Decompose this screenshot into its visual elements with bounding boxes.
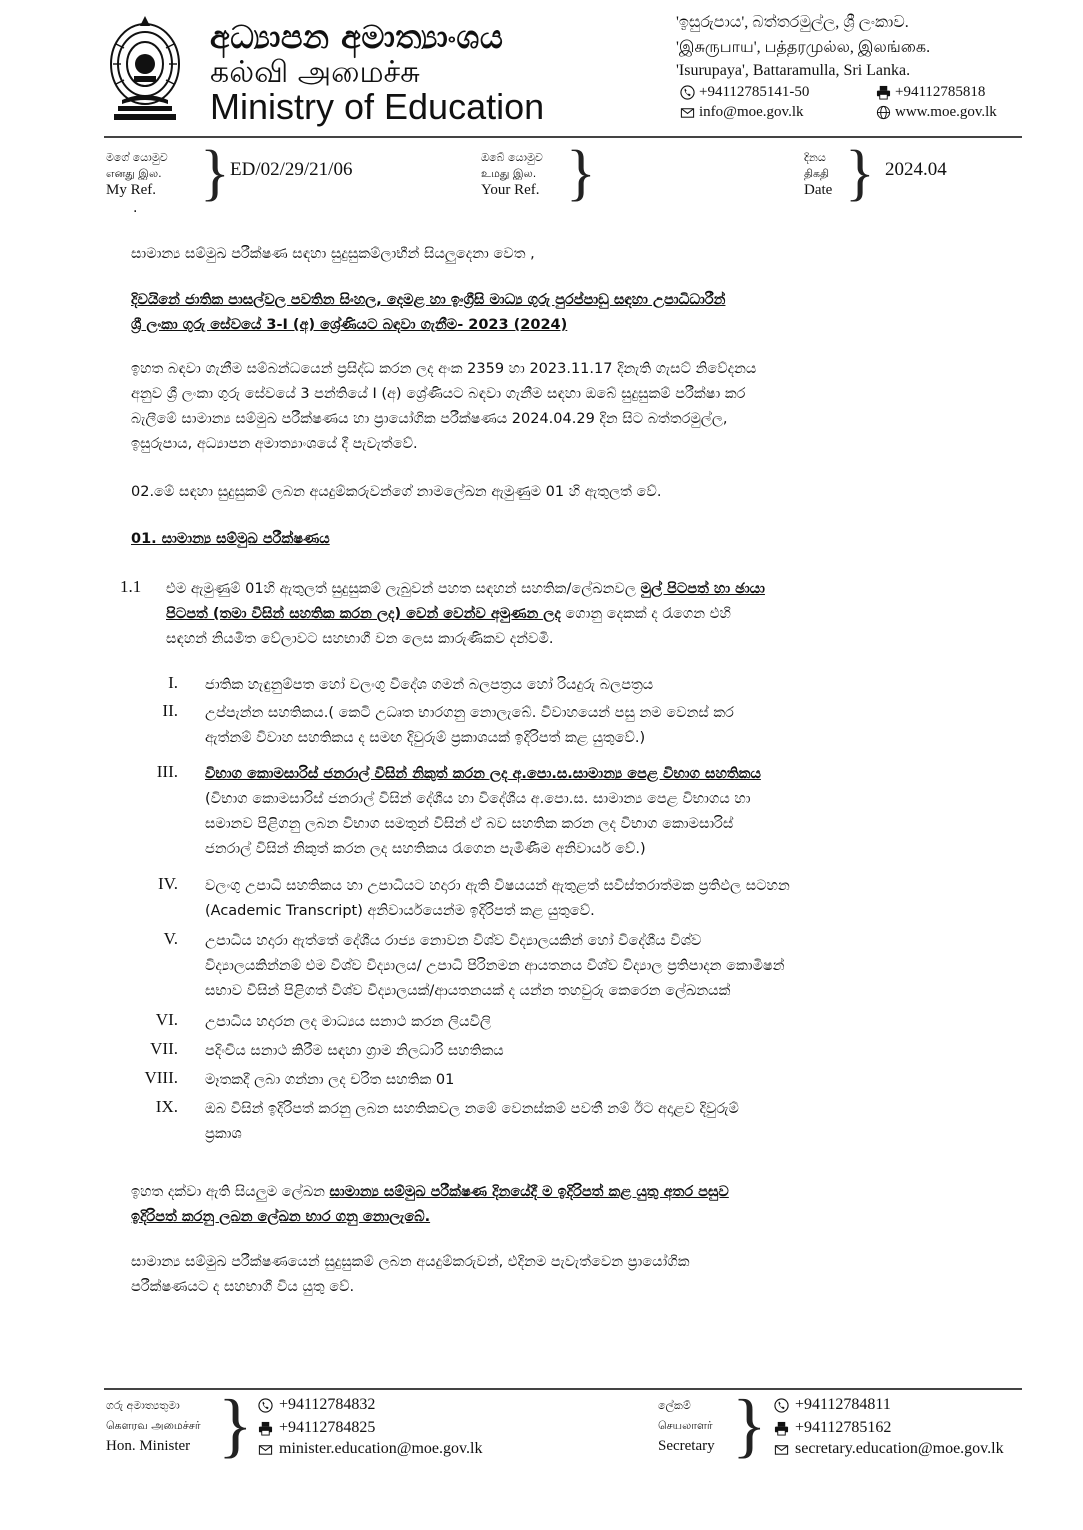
- header-web: [876, 104, 997, 121]
- item-1-1-text: [166, 577, 996, 652]
- secretary-phone-number: +94112784811: [795, 1396, 891, 1413]
- fax-icon: [774, 1421, 789, 1436]
- sri-lanka-emblem-icon: [104, 14, 186, 126]
- ministry-name-sinhala: අධ්‍යාපන අමාත්‍යාංශය: [210, 18, 504, 56]
- paragraph-3: [131, 1180, 995, 1230]
- header-phone: [680, 84, 809, 101]
- secretary-email-address[interactable]: secretary.education@moe.gov.lk: [795, 1440, 1004, 1457]
- list-item-number: III.: [156, 762, 178, 781]
- list-item-number: VI.: [155, 1010, 178, 1029]
- minister-phone-number: +94112784832: [279, 1396, 376, 1413]
- list-item-number: IX.: [155, 1097, 178, 1116]
- letter-title-line-2: ශ්‍රී ලංකා ගුරු සේවයේ 3-I (අ) ශ්‍රේණියට බඳවා ගැනීම- 2023 (2024): [131, 317, 568, 333]
- item-1-1-text-c: පිටපත් (තමා විසින් සහතික කරන ලද) වෙන් වෙන්ව අමුණන ලද: [166, 606, 561, 622]
- header-email-address[interactable]: info@moe.gov.lk: [699, 104, 804, 120]
- ministry-name-tamil: கல்வி அமைச்சு: [210, 55, 420, 90]
- list-item: උප්පැන්න සහතිකය.( කෙටි උධෘත භාරගනු නොලැබේ. විවාහයෙන් පසු නම වෙනස් කර ඇත්නම් විවාහ සහතිකය ද සමඟ දිවුරුම් ප්‍රකාශයක් ඉදිරිපත් කළ යුතුවේ.): [205, 705, 734, 746]
- fax-icon: [876, 85, 891, 100]
- your-ref-brace: }: [566, 139, 596, 207]
- secretary-phone: [774, 1396, 891, 1414]
- email-icon: [258, 1442, 273, 1457]
- paragraph-2: 02.මේ සඳහා සුදුසුකම් ලබන අයදුම්කරුවන්ගේ නාමලේඛන ඇමුණුම 01 හි ඇතුලත් වේ.: [131, 484, 662, 500]
- secretary-fax-number: +94112785162: [795, 1419, 892, 1436]
- list-item-number: II.: [162, 701, 178, 720]
- salutation: සාමාන්‍ය සම්මුඛ පරීක්ෂණ සඳහා සුදුසුකම්ලාභීන් සියලුදෙනා වෙත ,: [131, 246, 535, 262]
- secretary-brace: }: [732, 1385, 767, 1465]
- list-item-number: VIII.: [144, 1068, 178, 1087]
- paragraph-1-line: ඉහත බඳවා ගැනීම සම්බන්ධයෙන් ප්‍රසිද්ධ කරන ලද අංක 2359 හා 2023.11.17 දිනැති ගැසට් නිවේදනය: [131, 361, 757, 377]
- address-sinhala: 'ඉසුරුපාය', බත්තරමුල්ල, ශ්‍රී ලංකාව.: [676, 14, 909, 31]
- list-item: පදිංචිය සනාථ කිරීම සඳහා ග්‍රාම නිලධාරි සහතිකය: [205, 1043, 504, 1059]
- list-item-number: V.: [163, 929, 178, 948]
- paragraph-1: [131, 357, 995, 457]
- your-ref-label: ඔබේ යොමුව உமது இல. Your Ref.: [481, 151, 543, 198]
- minister-label: ගරු අමාත්‍යතුමා கௌரவ அமைச்சர் Hon. Minister: [106, 1399, 201, 1454]
- header-phone-number: +94112785141-50: [699, 84, 810, 100]
- secretary-fax: [774, 1419, 891, 1437]
- email-icon: [774, 1442, 789, 1457]
- list-item: විභාග කොමසාරිස් ජනරාල් විසින් නිකුත් කරන ලද අ.පො.ස.සාමාන්‍ය පෙළ විභාග සහතිකය (විභාග කොමසාරිස් ජනරාල් විසින් දේශීය හා විදේශීය අ.පො.ස. සාමාන්‍ය පෙළ විභාගය හා සමානව පිළිගනු ලබන විභාග සමතුන් විසින් ඒ බව සහතික කරන ලද විභාග කොමසාරිස් ජනරාල් විසින් නිකුත් කරන ලද සහතිකය රැගෙන පැමිණීම අනිවාර්ය වේ.): [205, 766, 761, 857]
- list-item: උපාධිය හදාරා ඇත්තේ දේශීය රාජ්‍ය නොවන විශ්ව විද්‍යාලයකින් හෝ විදේශීය විශ්ව විද්‍යාලයකින්නම් එම විශ්ව විද්‍යාලය/ උපාධි පිරිනමන ආයතනය විශ්ව විද්‍යාල ප්‍රතිපාදන කොමිෂන් සභාව විසින් පිළිගත් විශ්ව විද්‍යාලයක්/ආයතනයක් ද යන්න තහවුරු කෙරෙන ලේඛනයක්: [205, 933, 785, 999]
- item-1-1-text-d: ගොනු දෙකක් ද රැගෙන එහි: [565, 606, 731, 622]
- minister-fax-number: +94112784825: [279, 1419, 376, 1436]
- list-item: මෑතකදී ලබා ගන්නා ලද චරිත සහතික 01: [205, 1072, 455, 1088]
- header-email: [680, 104, 804, 121]
- secretary-label: ලේකම් செயலாளர் Secretary: [658, 1399, 715, 1454]
- item-1-1-text-e: සඳහන් නියමිත වේලාවට සහභාගී වන ලෙස කාරුණිකව දන්වමි.: [166, 631, 554, 647]
- list-item: උපාධිය හදාරන ලද මාධ්‍යය සනාථ කරන ලියවිලි: [205, 1014, 491, 1030]
- phone-icon: [258, 1398, 273, 1413]
- date-brace: }: [845, 139, 875, 207]
- section-heading-01: 01. සාමාන්‍ය සම්මුඛ පරීක්ෂණය: [131, 531, 330, 547]
- my-ref-label: මගේ යොමුව எனது இல. My Ref.: [106, 151, 168, 198]
- paragraph-1-line: බැලීමේ සාමාන්‍ය සම්මුඛ පරීක්ෂණය හා ප්‍රායෝගික පරීක්ෂණය 2024.04.29 දින සිට බත්තරමුල්ල,: [131, 411, 728, 427]
- list-item: ඔබ විසින් ඉදිරිපත් කරනු ලබන සහතිකවල නමේ වෙනස්කම් පවතී නම් ඊට අදාළව දිවුරුම් ප්‍රකාශ: [205, 1101, 739, 1142]
- list-item-number: VII.: [150, 1039, 178, 1058]
- letter-title-line-1: දිවයිනේ ජාතික පාසල්වල පවතින සිංහල, දෙමළ හා ඉංග්‍රීසි මාධ්‍ය ගුරු පුරප්පාඩු සඳහා උපාධිධාරීන්: [131, 292, 726, 308]
- fax-icon: [258, 1421, 273, 1436]
- globe-icon: [876, 105, 891, 120]
- date-value: 2024.04: [885, 159, 947, 180]
- list-item-number: I.: [168, 673, 178, 692]
- date-label: දිනය திகதி Date: [804, 151, 833, 198]
- stray-dot: .: [133, 200, 138, 216]
- paragraph-3-c: ඉදිරිපත් කරනු ලබන ලේඛන භාර ගනු නොලැබේ.: [131, 1209, 431, 1225]
- item-1-1-text-a: එම ඇමුණුම් 01හි ඇතුලත් සුදුසුකම් ලැබුවන් පහත සඳහන් සහතික/ලේඛනවල: [166, 581, 636, 597]
- header-website[interactable]: www.moe.gov.lk: [895, 104, 997, 120]
- paragraph-3-a: ඉහත දක්වා ඇති සියලුම ලේඛන: [131, 1184, 325, 1200]
- phone-icon: [680, 85, 695, 100]
- list-item: වලංගු උපාධි සහතිකය හා උපාධියට හදාරා ඇති විෂයයන් ඇතුළත් සවිස්තරාත්මක ප්‍රතිඵල සටහන (Academic Transcript) අනිවාර්යයෙන්ම ඉදිරිපත් කළ යුතුවේ.: [205, 878, 790, 919]
- minister-fax: [258, 1419, 375, 1437]
- minister-email-address[interactable]: minister.education@moe.gov.lk: [279, 1440, 483, 1457]
- minister-brace: }: [218, 1385, 253, 1465]
- list-item: ජාතික හැඳුනුම්පත හෝ වලංගු විදේශ ගමන් බලපත්‍රය හෝ රියදුරු බලපත්‍රය: [205, 677, 654, 693]
- paragraph-4: සාමාන්‍ය සම්මුඛ පරීක්ෂණයෙන් සුදුසුකම් ලබන අයදුම්කරුවන්, එදිනම පැවැත්වෙන ප්‍රායෝගික පරීක්ෂණයට ද සහභාගී විය යුතු වේ.: [131, 1254, 690, 1295]
- paragraph-1-line: ඉසුරුපාය, අධ්‍යාපන අමාත්‍යාංශයේ දී පැවැත්වේ.: [131, 436, 418, 452]
- list-item-number: IV.: [158, 874, 178, 893]
- minister-email: [258, 1440, 482, 1458]
- address-tamil: 'இசுருபாய', பத்தரமுல்ல, இலங்கை.: [676, 39, 931, 56]
- header-fax-number: +94112785818: [895, 84, 986, 100]
- paragraph-1-line: අනුව ශ්‍රී ලංකා ගුරු සේවයේ 3 පන්තියේ I (අ) ශ්‍රේණියට බඳවා ගැනීම සඳහා ඔබේ සුදුසුකම් පරීක්ෂා කර: [131, 386, 746, 402]
- minister-phone: [258, 1396, 375, 1414]
- ministry-name-english: Ministry of Education: [210, 86, 545, 127]
- secretary-email: [774, 1440, 1004, 1458]
- paragraph-3-b: සාමාන්‍ය සම්මුඛ පරීක්ෂණ දිනයේදී ම ඉදිරිපත් කළ යුතු අතර පසුව: [329, 1184, 729, 1200]
- item-1-1-text-b: මුල් පිටපත් හා ඡායා: [640, 581, 765, 597]
- my-ref-brace: }: [200, 139, 230, 207]
- address-english: 'Isurupaya', Battaramulla, Sri Lanka.: [676, 62, 911, 79]
- item-1-1-number: 1.1: [120, 577, 142, 596]
- phone-icon: [774, 1398, 789, 1413]
- email-icon: [680, 105, 695, 120]
- header-divider: [104, 136, 1022, 138]
- my-ref-value: ED/02/29/21/06: [230, 159, 353, 180]
- header-fax: [876, 84, 985, 101]
